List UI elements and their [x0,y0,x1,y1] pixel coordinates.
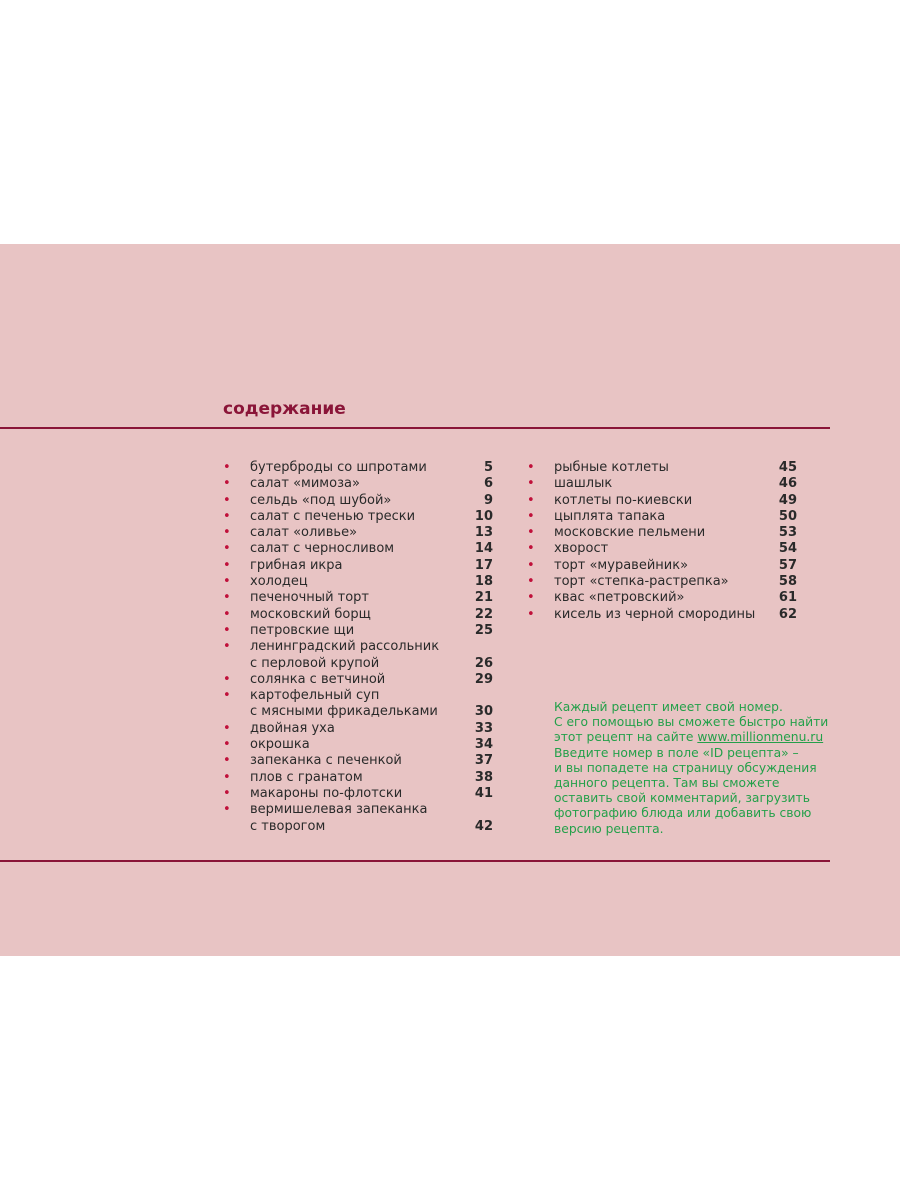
bullet-icon: • [527,590,535,606]
bullet-icon: • [223,671,231,687]
toc-entry-title: с мясными фрикадельками [250,704,438,720]
toc-entry-page-number: 34 [474,737,493,753]
contents-title: содержание [223,399,346,419]
bullet-icon: • [223,525,231,541]
toc-entry-page-number: 57 [778,557,797,573]
toc-entry-title: салат «оливье» [250,525,358,541]
toc-entry-title: с перловой крупой [250,655,380,671]
toc-entry [527,574,799,590]
toc-entry [527,509,799,525]
toc-entry-page-number: 61 [778,590,797,606]
toc-entry-title: салат с печенью трески [250,508,416,524]
toc-entry-title: двойная уха [250,720,335,736]
toc-entry-page-number: 14 [474,541,493,557]
note-line: и вы попадете на страницу обсуждения [554,760,817,775]
toc-entry-title: салат «мимоза» [250,476,360,492]
toc-entry-title: квас «петровский» [554,590,685,606]
toc-entry-title: сельдь «под шубой» [250,492,392,508]
toc-entry-page-number: 18 [474,574,493,590]
bullet-icon: • [527,492,535,508]
bullet-icon: • [223,802,231,818]
bullet-icon: • [527,460,535,475]
toc-entry-title: с творогом [250,818,326,834]
toc-entry-page-number: 41 [474,785,493,801]
toc-entry-page-number: 13 [474,525,493,541]
toc-entry [223,802,495,835]
note-line: Каждый рецепт имеет свой номер. [554,700,783,714]
toc-entry [527,607,799,623]
toc-entry-page-number: 22 [474,606,493,622]
bullet-icon: • [223,753,231,769]
toc-entry-title: шашлык [554,476,613,492]
note-line: С его помощью вы сможете быстро найти [554,715,829,730]
toc-entry [223,688,495,721]
toc-entry [223,525,495,541]
toc-entry-title: ленинградский рассольник [250,639,440,655]
website-link[interactable]: www.millionmenu.ru [697,730,824,745]
toc-entry-title: петровские щи [250,622,355,638]
toc-entry-page-number: 6 [483,476,493,492]
toc-entry [527,525,799,541]
toc-entry [223,607,495,623]
bullet-icon: • [223,492,231,508]
toc-entry-title: вермишелевая запеканка [250,802,428,818]
toc-entry-title: бутерброды со шпротами [250,460,427,475]
toc-entry [223,541,495,557]
bullet-icon: • [223,557,231,573]
toc-entry [527,541,799,557]
toc-entry-title: торт «степка-растрепка» [554,574,729,590]
toc-entry-title: хворост [554,541,609,557]
toc-entry-page-number: 9 [483,492,493,508]
toc-entry [223,558,495,574]
bullet-icon: • [223,508,231,524]
toc-entry-title: печеночный торт [250,590,370,606]
toc-entry-title: макароны по-флотски [250,785,403,801]
recipe-id-note [554,700,829,837]
bullet-icon: • [223,590,231,606]
toc-entry [223,590,495,606]
toc-entry-page-number: 26 [474,655,493,671]
toc-entry [223,672,495,688]
toc-entry-page-number: 53 [778,525,797,541]
bullet-icon: • [223,460,231,475]
toc-entry-title: окрошка [250,737,310,753]
top-divider [0,427,830,429]
toc-entry [223,786,495,802]
bullet-icon: • [527,606,535,622]
toc-entry-page-number: 17 [474,557,493,573]
toc-entry-title: котлеты по-киевски [554,492,693,508]
bullet-icon: • [223,785,231,801]
bullet-icon: • [527,541,535,557]
toc-entry-title: картофельный суп [250,688,380,704]
toc-entry-title: запеканка с печенкой [250,753,402,769]
toc-entry-page-number: 25 [474,622,493,638]
bullet-icon: • [527,476,535,492]
bullet-icon: • [223,622,231,638]
bullet-icon: • [527,508,535,524]
toc-entry [223,460,495,476]
toc-entry-title: кисель из черной смородины [554,606,756,622]
toc-entry-page-number: 46 [778,476,797,492]
note-line: Введите номер в поле «ID рецепта» – [554,745,799,760]
bullet-icon: • [527,574,535,590]
toc-entry-title: цыплята тапака [554,508,666,524]
toc-entry [527,558,799,574]
toc-entry-page-number: 37 [474,753,493,769]
note-line: версию рецепта. [554,821,664,836]
toc-entry [527,590,799,606]
toc-entry-title: московские пельмени [554,525,706,541]
bullet-icon: • [223,688,231,704]
note-text: этот рецепт на сайте [554,730,698,745]
toc-entry-page-number: 29 [474,671,493,687]
toc-entry-page-number: 5 [483,460,493,475]
note-line: оставить свой комментарий, загрузить [554,791,810,806]
toc-entry-title: холодец [250,574,308,590]
note-line: фотографию блюда или добавить свою [554,806,812,821]
bullet-icon: • [223,541,231,557]
toc-entry-page-number: 30 [474,704,493,720]
toc-entry [527,476,799,492]
bullet-icon: • [223,476,231,492]
toc-entry-page-number: 10 [474,508,493,524]
toc-entry [223,476,495,492]
toc-entry-page-number: 58 [778,574,797,590]
toc-entry-page-number: 21 [474,590,493,606]
toc-entry [223,623,495,639]
toc-entry-title: плов с гранатом [250,769,363,785]
toc-entry [223,753,495,769]
toc-entry [223,737,495,753]
bullet-icon: • [223,574,231,590]
bottom-divider [0,860,830,862]
toc-entry-page-number: 42 [474,818,493,834]
toc-right-column [527,460,799,623]
toc-entry-page-number: 49 [778,492,797,508]
toc-entry [223,574,495,590]
bullet-icon: • [527,525,535,541]
bullet-icon: • [527,557,535,573]
toc-entry-title: грибная икра [250,557,343,573]
toc-entry [527,460,799,476]
toc-entry [223,639,495,672]
toc-entry-page-number: 54 [778,541,797,557]
toc-entry [223,770,495,786]
note-line: данного рецепта. Там вы сможете [554,776,780,791]
note-line [554,730,824,745]
bullet-icon: • [223,639,231,655]
bullet-icon: • [223,606,231,622]
toc-entry [223,721,495,737]
toc-entry-title: салат с черносливом [250,541,395,557]
toc-entry-page-number: 50 [778,508,797,524]
toc-entry [223,509,495,525]
toc-entry-title: московский борщ [250,606,371,622]
toc-entry-page-number: 62 [778,606,797,622]
toc-entry-page-number: 45 [778,460,797,475]
toc-entry-title: рыбные котлеты [554,460,669,475]
toc-left-column [223,460,495,835]
toc-entry [527,493,799,509]
bullet-icon: • [223,769,231,785]
toc-entry [223,493,495,509]
toc-entry-title: торт «муравейник» [554,557,689,573]
toc-entry-title: солянка с ветчиной [250,671,386,687]
toc-entry-page-number: 38 [474,769,493,785]
bullet-icon: • [223,720,231,736]
bullet-icon: • [223,737,231,753]
toc-entry-page-number: 33 [474,720,493,736]
